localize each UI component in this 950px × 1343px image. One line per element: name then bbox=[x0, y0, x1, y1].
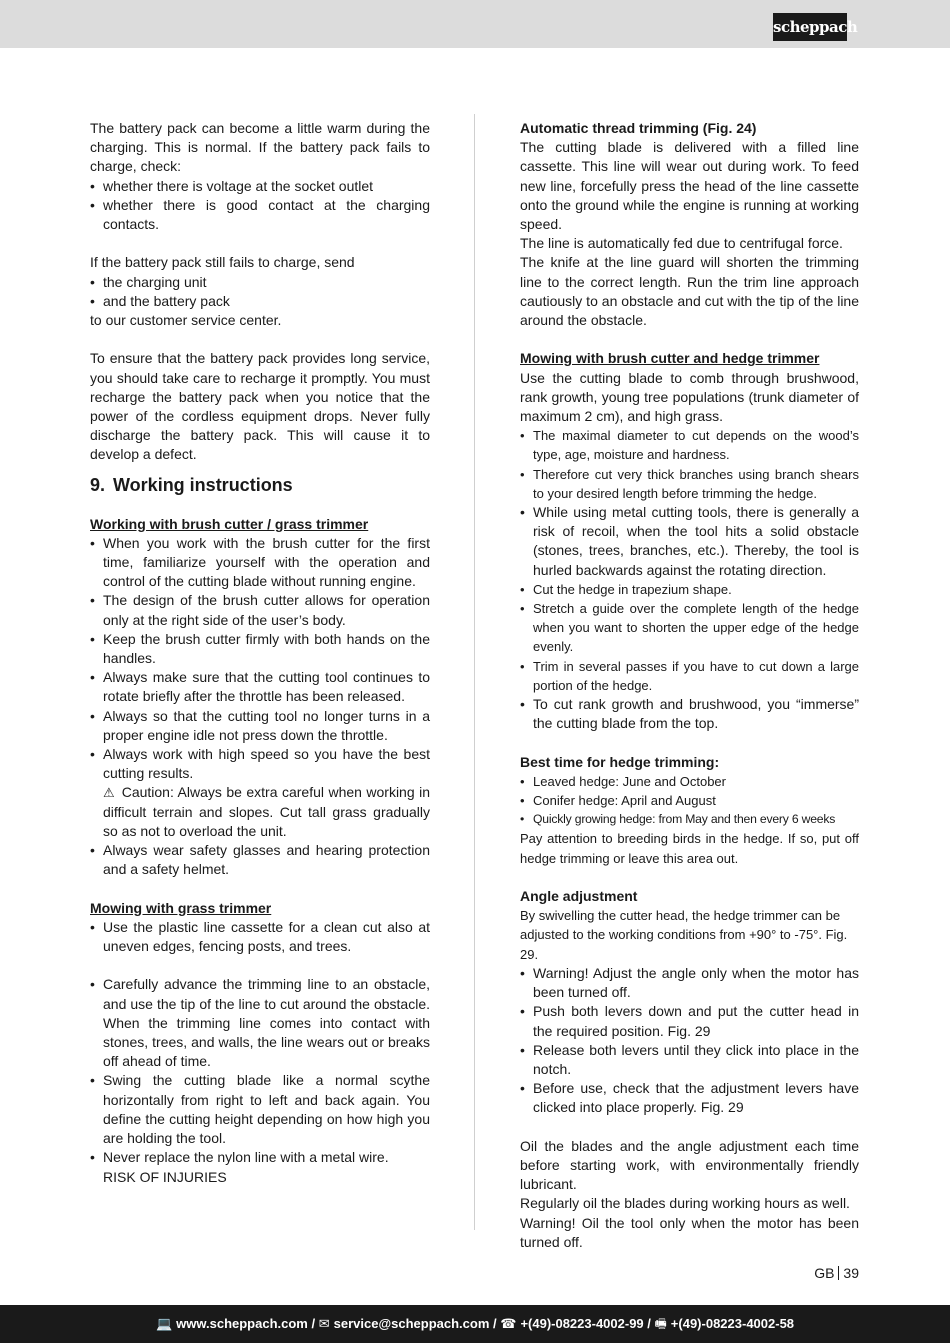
auto-text-3: The knife at the line guard will shorten the trimming line to the correct length. Run the trim line approach cautiously to an obstacle and cut with the tip of the line around the obstacle. bbox=[520, 254, 859, 329]
angle-text: By swivelling the cutter head, the hedge trimmer can be adjusted to the working conditions from +90° to -75°. Fig. 29. bbox=[520, 908, 848, 962]
list-item: • Always make sure that the cutting tool continues to rotate briefly after the throttle has been released. bbox=[90, 668, 430, 706]
page-num: 39 bbox=[843, 1265, 859, 1281]
list-item: • Leaved hedge: June and October bbox=[520, 772, 859, 791]
footer-website[interactable]: www.scheppach.com bbox=[176, 1316, 308, 1331]
warning-icon: ⚠ bbox=[103, 785, 116, 801]
column-divider bbox=[474, 114, 475, 1230]
angle-heading: Angle adjustment bbox=[520, 888, 638, 905]
list-item: • To cut rank growth and brushwood, you “immerse” the cutting blade from the top. bbox=[520, 695, 859, 733]
list-item: • The maximal diameter to cut depends on the wood’s type, age, moisture and hardness. bbox=[520, 426, 859, 464]
list-item: • whether there is good contact at the charging contacts. bbox=[90, 196, 430, 234]
besttime-list bbox=[520, 772, 859, 830]
caution-text: Caution: Always be extra careful when working in difficult terrain and slopes. Cut tall grass gradually so as not to overload the unit. bbox=[103, 784, 430, 839]
list-item: • and the battery pack bbox=[90, 292, 430, 311]
section-heading bbox=[90, 474, 430, 496]
mowing-heading: Mowing with grass trimmer bbox=[90, 899, 272, 916]
oil-text-3: Warning! Oil the tool only when the motor has been turned off. bbox=[520, 1214, 859, 1250]
page-number bbox=[814, 1263, 859, 1283]
send-list bbox=[90, 273, 430, 311]
section-title: Working instructions bbox=[113, 474, 293, 495]
footer-sep: / bbox=[489, 1316, 501, 1331]
service-paragraph: To ensure that the battery pack provides long service, you should take care to recharge it promptly. You must recharge the battery pack when you notice that the power of the cordless equipment drops. Never fully discharge the battery pack. This will cause it to develop a defect. bbox=[90, 350, 430, 463]
list-item: • Warning! Adjust the angle only when the motor has been turned off. bbox=[520, 964, 859, 1002]
right-column bbox=[520, 119, 859, 1252]
list-item: • whether there is voltage at the socket outlet bbox=[90, 177, 430, 196]
battery-intro: The battery pack can become a little warm during the charging. This is normal. If the battery pack fails to charge, check: bbox=[90, 120, 430, 175]
list-item: • The design of the brush cutter allows for operation only at the right side of the user’s body. bbox=[90, 591, 430, 629]
angle-list bbox=[520, 964, 859, 1118]
footer-fax: +(49)-08223-4002-58 bbox=[670, 1316, 795, 1331]
footer-sep: / bbox=[643, 1316, 655, 1331]
list-item: • Use the plastic line cassette for a clean cut also at uneven edges, fencing posts, and trees. bbox=[90, 918, 430, 956]
section-number: 9. bbox=[90, 474, 106, 495]
brush-list-end bbox=[90, 841, 430, 879]
mowing-list-2 bbox=[90, 975, 430, 1167]
brand-logo: scheppach bbox=[773, 13, 847, 41]
phone-icon: ☎ bbox=[500, 1316, 517, 1331]
list-item: • Before use, check that the adjustment levers have clicked into place properly. Fig. 29 bbox=[520, 1079, 859, 1117]
oil-text-2: Regularly oil the blades during working hours as well. bbox=[520, 1195, 850, 1212]
brush-heading: Working with brush cutter / grass trimmer bbox=[90, 515, 369, 532]
caution-note bbox=[90, 783, 430, 841]
footer-bar bbox=[0, 1305, 950, 1343]
page-separator bbox=[838, 1266, 839, 1280]
send-intro: If the battery pack still fails to charge, send bbox=[90, 254, 355, 271]
list-item: • Always work with high speed so you have the best cutting results. bbox=[90, 745, 430, 783]
auto-heading: Automatic thread trimming (Fig. 24) bbox=[520, 120, 757, 136]
besttime-heading: Best time for hedge trimming: bbox=[520, 753, 720, 770]
hedge-list bbox=[520, 426, 859, 733]
list-item: • Never replace the nylon line with a metal wire. bbox=[90, 1148, 430, 1167]
list-item: • Carefully advance the trimming line to an obstacle, and use the tip of the line to cut around the obstacle. When the trimming line comes into contact with stones, trees, and walls, the line wears out or breaks off ahead of time. bbox=[90, 975, 430, 1071]
list-item: • Keep the brush cutter firmly with both hands on the handles. bbox=[90, 630, 430, 668]
auto-text-2: The line is automatically fed due to centrifugal force. bbox=[520, 235, 843, 252]
list-item: • While using metal cutting tools, there is generally a risk of recoil, when the tool hits a solid obstacle (stones, trees, branches, etc.). Thereby, the tool is hurled backwards against the rotating direction. bbox=[520, 503, 859, 580]
birds-text: Pay attention to breeding birds in the hedge. If so, put off hedge trimming or leave this area out. bbox=[520, 831, 859, 866]
list-item: • Release both levers until they click into place in the notch. bbox=[520, 1041, 859, 1079]
oil-text-1: Oil the blades and the angle adjustment each time before starting work, with environmentally friendly lubricant. bbox=[520, 1137, 859, 1193]
list-item: • the charging unit bbox=[90, 273, 430, 292]
auto-text-1: The cutting blade is delivered with a filled line cassette. This line will wear out during work. To feed new line, forcefully press the head of the line cassette onto the ground while the engine is running at working speed. bbox=[520, 139, 859, 233]
list-item: • Always so that the cutting tool no longer turns in a proper engine idle not press down the throttle. bbox=[90, 707, 430, 745]
list-item: • When you work with the brush cutter for the first time, familiarize yourself with the operation and control of the cutting blade without running engine. bbox=[90, 534, 430, 592]
list-item: • Swing the cutting blade like a normal scythe horizontally from right to left and back again. You define the cutting height depending on how high you are holding the tool. bbox=[90, 1071, 430, 1148]
list-item: • Therefore cut very thick branches using branch shears to your desired length before trimming the hedge. bbox=[520, 465, 859, 503]
list-item: • Trim in several passes if you have to cut down a large portion of the hedge. bbox=[520, 657, 859, 695]
mowing-list bbox=[90, 918, 430, 956]
computer-icon: 💻 bbox=[155, 1316, 173, 1331]
brush-list bbox=[90, 534, 430, 784]
list-item: • Push both levers down and put the cutter head in the required position. Fig. 29 bbox=[520, 1002, 859, 1040]
footer-sep: / bbox=[307, 1316, 319, 1331]
list-item: • Conifer hedge: April and August bbox=[520, 791, 859, 810]
mail-icon: ✉ bbox=[318, 1316, 330, 1331]
hedge-text: Use the cutting blade to comb through brushwood, rank growth, young tree populations (trunk diameter of maximum 2 cm), and high grass. bbox=[520, 369, 859, 425]
list-item: • Quickly growing hedge: from May and then every 6 weeks bbox=[520, 810, 859, 829]
list-item: • Cut the hedge in trapezium shape. bbox=[520, 580, 859, 599]
list-item: • Always wear safety glasses and hearing protection and a safety helmet. bbox=[90, 841, 430, 879]
header-bar bbox=[0, 0, 950, 48]
page-lang: GB bbox=[814, 1265, 835, 1281]
footer-email[interactable]: service@scheppach.com bbox=[333, 1316, 490, 1331]
left-column bbox=[90, 119, 430, 1187]
footer-phone: +(49)-08223-4002-99 bbox=[520, 1316, 644, 1331]
fax-icon: 🖷 bbox=[654, 1316, 667, 1331]
list-item: • Stretch a guide over the complete length of the hedge when you want to shorten the upper edge of the hedge evenly. bbox=[520, 599, 859, 657]
check-list bbox=[90, 177, 430, 235]
send-outro: to our customer service center. bbox=[90, 312, 282, 329]
hedge-heading: Mowing with brush cutter and hedge trimmer bbox=[520, 350, 820, 367]
risk-warning: RISK OF INJURIES bbox=[103, 1168, 227, 1185]
